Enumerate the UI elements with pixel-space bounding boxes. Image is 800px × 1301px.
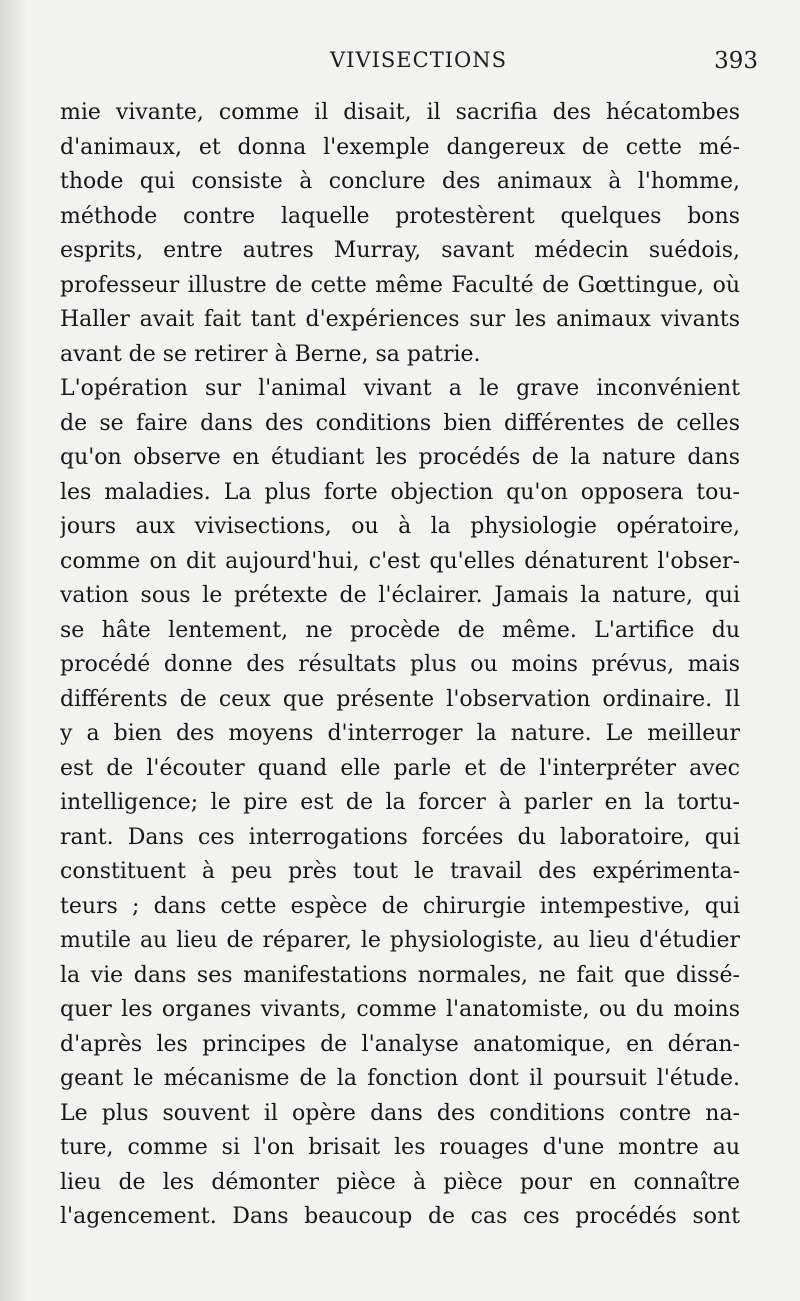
text-line: qu'on observe en étudiant les procédés de la nature dans bbox=[60, 445, 740, 470]
text-line: ture, comme si l'on brisait les rouages d'une montre au bbox=[60, 1135, 740, 1160]
running-head bbox=[0, 48, 800, 78]
text-line: mutile au lieu de réparer, le physiologiste, au lieu d'étudier bbox=[60, 928, 740, 953]
body-text bbox=[60, 96, 740, 1235]
text-line: méthode contre laquelle protestèrent quelques bons bbox=[60, 203, 740, 229]
text-line: comme on dit aujourd'hui, c'est qu'elles dénaturent l'obser- bbox=[60, 548, 740, 574]
page-gutter-shadow bbox=[0, 0, 28, 1301]
text-line: de se faire dans des conditions bien différentes de celles bbox=[60, 410, 740, 436]
text-line: teurs ; dans cette espèce de chirurgie intempestive, qui bbox=[60, 893, 740, 919]
text-line: avant de se retirer à Berne, sa patrie. bbox=[60, 341, 481, 367]
text-line: professeur illustre de cette même Faculté de Gœttingue, où bbox=[60, 272, 740, 298]
text-line: geant le mécanisme de la fonction dont il poursuit l'étude. bbox=[60, 1066, 740, 1091]
text-line: thode qui consiste à conclure des animaux à l'homme, bbox=[60, 169, 740, 194]
text-line: d'animaux, et donna l'exemple dangereux de cette mé- bbox=[60, 134, 740, 160]
text-line: lieu de les démonter pièce à pièce pour en connaître bbox=[60, 1169, 740, 1195]
text-line: se hâte lentement, ne procède de même. L'artifice du bbox=[60, 617, 740, 643]
text-line: rant. Dans ces interrogations forcées du laboratoire, qui bbox=[60, 824, 740, 850]
text-line: est de l'écouter quand elle parle et de l'interpréter avec bbox=[60, 755, 740, 781]
text-line: esprits, entre autres Murray, savant médecin suédois, bbox=[60, 238, 740, 263]
text-line: constituent à peu près tout le travail des expérimenta- bbox=[60, 859, 740, 884]
text-line: procédé donne des résultats plus ou moins prévus, mais bbox=[60, 652, 740, 677]
running-title: VIVISECTIONS bbox=[330, 48, 507, 72]
page-number: 393 bbox=[714, 48, 758, 74]
text-line: L'opération sur l'animal vivant a le grave inconvénient bbox=[60, 376, 740, 401]
text-line: Le plus souvent il opère dans des conditions contre na- bbox=[60, 1100, 740, 1126]
text-line: Haller avait fait tant d'expériences sur les animaux vivants bbox=[60, 307, 740, 332]
text-line: quer les organes vivants, comme l'anatomiste, ou du moins bbox=[60, 997, 740, 1022]
text-line: l'agencement. Dans beaucoup de cas ces procédés sont bbox=[60, 1204, 740, 1229]
text-line: différents de ceux que présente l'observation ordinaire. Il bbox=[60, 686, 740, 712]
text-line: mie vivante, comme il disait, il sacrifia des hécatombes bbox=[60, 100, 740, 125]
text-line: y a bien des moyens d'interroger la nature. Le meilleur bbox=[60, 721, 740, 746]
text-line: les maladies. La plus forte objection qu'on opposera tou- bbox=[60, 479, 740, 505]
text-line: la vie dans ses manifestations normales, ne fait que dissé- bbox=[60, 962, 740, 988]
text-line: d'après les principes de l'analyse anatomique, en déran- bbox=[60, 1031, 740, 1057]
text-line: vation sous le prétexte de l'éclairer. Jamais la nature, qui bbox=[60, 583, 740, 608]
text-line: intelligence; le pire est de la forcer à parler en la tortu- bbox=[60, 790, 740, 815]
text-line: jours aux vivisections, ou à la physiologie opératoire, bbox=[60, 514, 740, 539]
